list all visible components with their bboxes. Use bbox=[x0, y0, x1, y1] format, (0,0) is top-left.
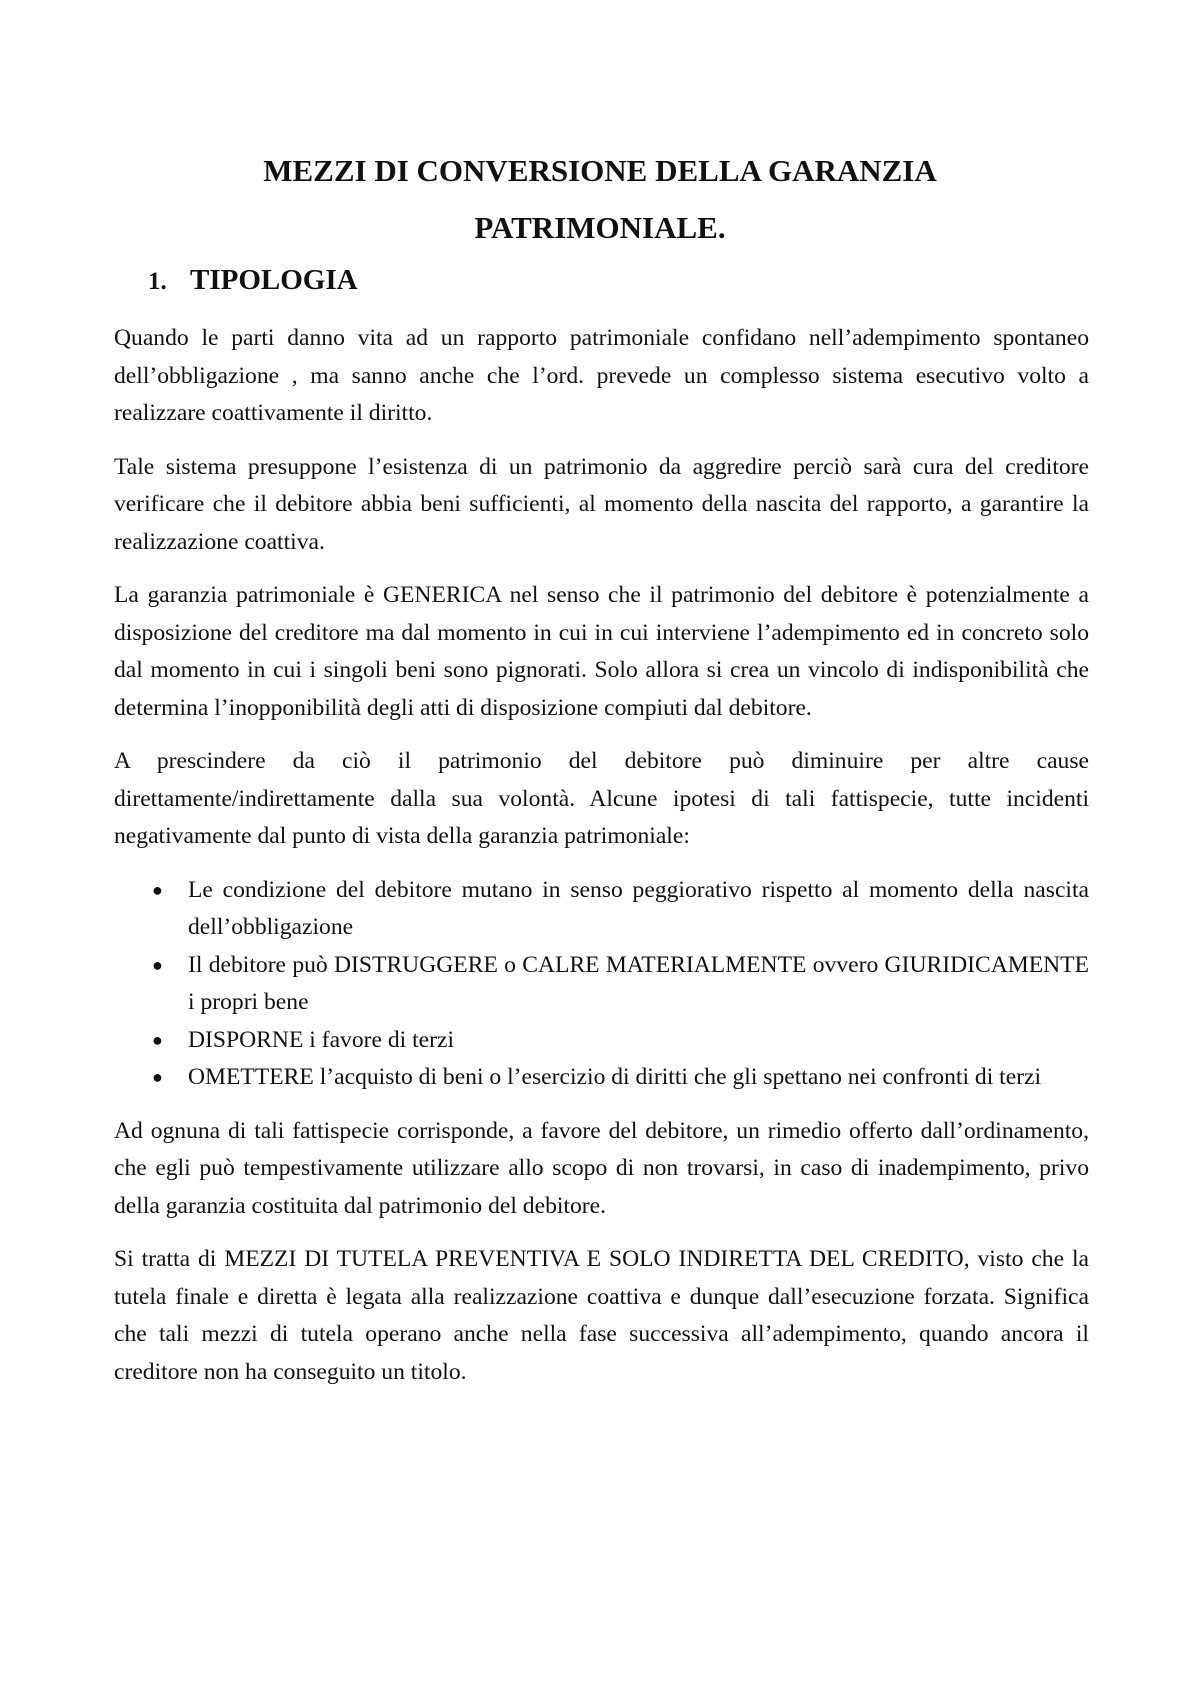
paragraph: La garanzia patrimoniale è GENERICA nel senso che il patrimonio del debitore è potenzialmente a disposizione del creditore ma dal momento in cui in cui interviene l’adempimento ed in concreto solo dal momento in cui i singoli beni sono pignorati. Solo allora si crea un vincolo di indisponibilità che determina l’inopponibilità degli atti di disposizione compiuti dal debitore. bbox=[114, 582, 1089, 721]
bullet-icon: ● bbox=[152, 1067, 163, 1087]
paragraph: Tale sistema presuppone l’esistenza di un patrimonio da aggredire perciò sarà cura del creditore verificare che il debitore abbia beni sufficienti, al momento della nascita del rapporto, a garantire la realizzazione coattiva. bbox=[114, 453, 1089, 555]
bullet-icon: ● bbox=[152, 954, 163, 975]
document-body bbox=[114, 320, 1089, 1407]
section-heading-text: TIPOLOGIA bbox=[190, 264, 358, 296]
list-item bbox=[114, 1022, 1089, 1060]
list-item-text: Le condizione del debitore mutano in senso peggiorativo rispetto al momento della nascita dell’obbligazione bbox=[188, 876, 1089, 940]
list-item bbox=[114, 947, 1089, 1022]
section-heading bbox=[148, 262, 358, 300]
paragraph: Si tratta di MEZZI DI TUTELA PREVENTIVA E SOLO INDIRETTA DEL CREDITO, visto che la tutela finale e diretta è legata alla realizzazione coattiva e dunque dall’esecuzione forzata. Significa che tali mezzi di tutela operano anche nella fase successiva all’adempimento, quando ancora il creditore non ha conseguito un titolo. bbox=[114, 1246, 1089, 1385]
bullet-list bbox=[114, 872, 1089, 1097]
bullet-icon: ● bbox=[152, 1029, 163, 1050]
list-item-text: Il debitore può DISTRUGGERE o CALRE MATERIALMENTE ovvero GIURIDICAMENTE i propri bene bbox=[188, 951, 1089, 1015]
list-item bbox=[114, 872, 1089, 947]
paragraph: Ad ognuna di tali fattispecie corrisponde, a favore del debitore, un rimedio offerto dall’ordinamento, che egli può tempestivamente utilizzare allo scopo di non trovarsi, in caso di inadempimento, privo della garanzia costituita dal patrimonio del debitore. bbox=[114, 1117, 1089, 1219]
bullet-icon: ● bbox=[152, 879, 163, 900]
document-title: MEZZI DI CONVERSIONE DELLA GARANZIA PATRIMONIALE. bbox=[263, 153, 937, 245]
paragraph: A prescindere da ciò il patrimonio del debitore può diminuire per altre cause direttamente/indirettamente dalla sua volontà. Alcune ipotesi di tali fattispecie, tutte incidenti negativamente dal punto di vista della garanzia patrimoniale: bbox=[114, 748, 1089, 849]
paragraph: Quando le parti danno vita ad un rapporto patrimoniale confidano nell’adempimento spontaneo dell’obbligazione , ma sanno anche che l’ord. prevede un complesso sistema esecutivo volto a realizzare coattivamente il diritto. bbox=[114, 325, 1089, 426]
section-number: 1. bbox=[148, 268, 167, 295]
list-item bbox=[114, 1059, 1089, 1097]
list-item-text: DISPORNE i favore di terzi bbox=[188, 1026, 455, 1053]
list-item-text: OMETTERE l’acquisto di beni o l’esercizio di diritti che gli spettano nei confronti di terzi bbox=[188, 1064, 1042, 1090]
